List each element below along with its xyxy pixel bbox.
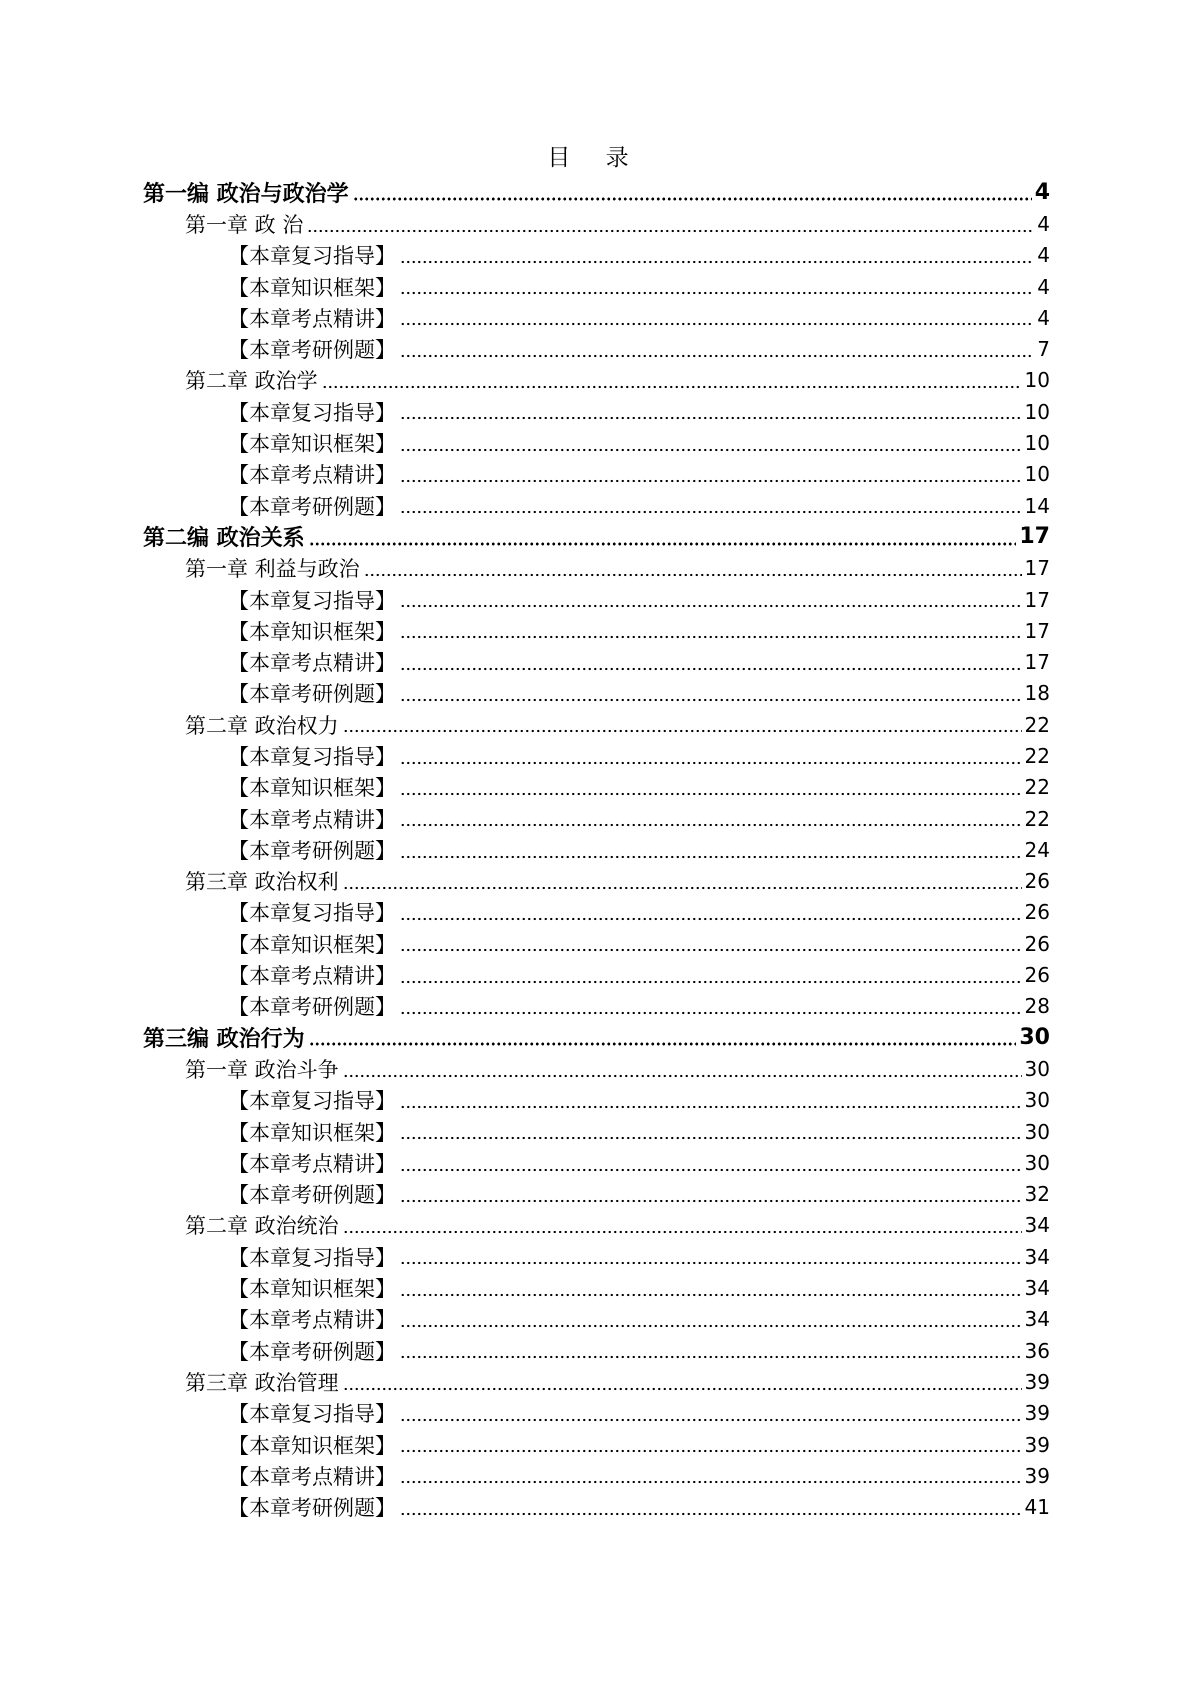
toc-entry-page-number: 26 xyxy=(1024,869,1050,894)
toc-entry-label: 【本章复习指导】 xyxy=(228,901,396,926)
toc-entry-label: 【本章考研例题】 xyxy=(228,682,396,707)
toc-entry-chapter[interactable] xyxy=(0,1366,1190,1397)
toc-entry-page-number: 4 xyxy=(1037,305,1050,330)
toc-entry-chapter[interactable] xyxy=(0,553,1190,584)
dot-leader xyxy=(307,223,1034,233)
toc-entry-label: 第二编 政治关系 xyxy=(143,526,305,552)
toc-entry-label: 【本章考研例题】 xyxy=(228,1496,396,1521)
dot-leader xyxy=(343,1068,1022,1078)
toc-entry-label: 第二章 政治权力 xyxy=(185,713,339,738)
toc-entry-section[interactable] xyxy=(0,584,1190,615)
toc-entry-label: 第二章 政治学 xyxy=(185,369,318,394)
toc-entry-page-number: 26 xyxy=(1024,963,1050,988)
dot-leader xyxy=(400,1443,1022,1453)
toc-entry-page-number: 36 xyxy=(1024,1338,1050,1363)
toc-entry-section[interactable] xyxy=(0,427,1190,458)
dot-leader xyxy=(400,410,1022,420)
dot-leader xyxy=(400,442,1022,452)
toc-entry-page-number: 34 xyxy=(1024,1276,1050,1301)
toc-entry-page-number: 7 xyxy=(1037,337,1050,362)
toc-entry-page-number: 32 xyxy=(1024,1182,1050,1207)
dot-leader xyxy=(322,379,1022,389)
toc-entry-page-number: 17 xyxy=(1019,524,1050,550)
dot-leader xyxy=(343,1381,1022,1391)
toc-entry-page-number: 10 xyxy=(1024,368,1050,393)
toc-entry-page-number: 10 xyxy=(1024,399,1050,424)
toc-title: 目 录 xyxy=(547,145,643,171)
toc-entry-label: 【本章考点精讲】 xyxy=(228,1464,396,1489)
toc-entry-section[interactable] xyxy=(0,646,1190,677)
toc-entry-section[interactable] xyxy=(0,1429,1190,1460)
dot-leader xyxy=(400,1349,1022,1359)
toc-entry-page-number: 39 xyxy=(1024,1401,1050,1426)
dot-leader xyxy=(400,661,1022,671)
dot-leader xyxy=(400,316,1034,326)
toc-entry-page-number: 30 xyxy=(1024,1150,1050,1175)
toc-entry-label: 【本章知识框架】 xyxy=(228,432,396,457)
toc-entry-section[interactable] xyxy=(0,928,1190,959)
toc-entry-label: 【本章知识框架】 xyxy=(228,1120,396,1145)
toc-entry-page-number: 30 xyxy=(1024,1056,1050,1081)
dot-leader xyxy=(400,1318,1022,1328)
toc-entry-page-number: 30 xyxy=(1024,1119,1050,1144)
toc-entry-section[interactable] xyxy=(0,1304,1190,1335)
dot-leader xyxy=(400,692,1022,702)
toc-entry-label: 第三章 政治权利 xyxy=(185,870,339,895)
toc-entry-page-number: 10 xyxy=(1024,431,1050,456)
toc-entry-label: 第一章 政 治 xyxy=(185,212,304,237)
toc-entry-label: 【本章知识框架】 xyxy=(228,932,396,957)
toc-entry-page-number: 18 xyxy=(1024,681,1050,706)
toc-entry-section[interactable] xyxy=(0,897,1190,928)
dot-leader xyxy=(343,880,1022,890)
toc-entry-section[interactable] xyxy=(0,834,1190,865)
toc-entry-section[interactable] xyxy=(0,1460,1190,1491)
toc-entry-page-number: 39 xyxy=(1024,1369,1050,1394)
toc-entry-label: 【本章考点精讲】 xyxy=(228,964,396,989)
dot-leader xyxy=(353,191,1032,201)
toc-entry-section[interactable] xyxy=(0,240,1190,271)
dot-leader xyxy=(343,1224,1022,1234)
dot-leader xyxy=(400,1474,1022,1484)
dot-leader xyxy=(343,723,1022,733)
dot-leader xyxy=(400,1287,1022,1297)
dot-leader xyxy=(400,817,1022,827)
toc-entry-page-number: 4 xyxy=(1037,211,1050,236)
toc-entry-section[interactable] xyxy=(0,271,1190,302)
toc-entry-page-number: 41 xyxy=(1024,1495,1050,1520)
toc-entry-page-number: 26 xyxy=(1024,931,1050,956)
toc-entry-page-number: 28 xyxy=(1024,994,1050,1019)
toc-entry-section[interactable] xyxy=(0,1335,1190,1366)
toc-entry-label: 第二章 政治统治 xyxy=(185,1214,339,1239)
toc-entry-section[interactable] xyxy=(0,1491,1190,1522)
toc-entry-section[interactable] xyxy=(0,615,1190,646)
toc-entry-label: 【本章复习指导】 xyxy=(228,400,396,425)
dot-leader xyxy=(400,974,1022,984)
dot-leader xyxy=(400,254,1034,264)
toc-entry-label: 【本章考研例题】 xyxy=(228,494,396,519)
toc-entry-section[interactable] xyxy=(0,1398,1190,1429)
toc-entry-page-number: 24 xyxy=(1024,837,1050,862)
toc-entry-section[interactable] xyxy=(0,490,1190,521)
toc-entry-page-number: 17 xyxy=(1024,650,1050,675)
toc-entry-page-number: 34 xyxy=(1024,1244,1050,1269)
toc-entry-label: 第一编 政治与政治学 xyxy=(143,182,349,208)
toc-entry-section[interactable] xyxy=(0,333,1190,364)
toc-entry-label: 【本章知识框架】 xyxy=(228,1433,396,1458)
toc-entry-label: 【本章考点精讲】 xyxy=(228,463,396,488)
dot-leader xyxy=(400,285,1034,295)
toc-entry-chapter[interactable] xyxy=(0,1210,1190,1241)
toc-entry-section[interactable] xyxy=(0,1272,1190,1303)
toc-entry-page-number: 22 xyxy=(1024,712,1050,737)
toc-entry-page-number: 22 xyxy=(1024,743,1050,768)
toc-entry-chapter[interactable] xyxy=(0,365,1190,396)
toc-entry-label: 【本章知识框架】 xyxy=(228,275,396,300)
toc-entry-page-number: 26 xyxy=(1024,900,1050,925)
toc-entry-section[interactable] xyxy=(0,740,1190,771)
toc-entry-section[interactable] xyxy=(0,991,1190,1022)
toc-entry-page-number: 22 xyxy=(1024,775,1050,800)
toc-entry-page-number: 17 xyxy=(1024,587,1050,612)
toc-entry-label: 【本章考点精讲】 xyxy=(228,1308,396,1333)
dot-leader xyxy=(400,1099,1022,1109)
toc-entry-section[interactable] xyxy=(0,459,1190,490)
toc-entry-label: 【本章复习指导】 xyxy=(228,1402,396,1427)
toc-entry-label: 【本章知识框架】 xyxy=(228,1277,396,1302)
toc-entry-label: 【本章复习指导】 xyxy=(228,1089,396,1114)
dot-leader xyxy=(400,1162,1022,1172)
dot-leader xyxy=(400,1130,1022,1140)
dot-leader xyxy=(400,1005,1022,1015)
dot-leader xyxy=(400,1255,1022,1265)
toc-entry-section[interactable] xyxy=(0,1147,1190,1178)
toc-entry-label: 【本章考点精讲】 xyxy=(228,306,396,331)
toc-entry-page-number: 30 xyxy=(1019,1025,1050,1051)
toc-entry-page-number: 17 xyxy=(1024,556,1050,581)
toc-entry-page-number: 14 xyxy=(1024,493,1050,518)
toc-entry-label: 【本章考点精讲】 xyxy=(228,807,396,832)
toc-entry-page-number: 39 xyxy=(1024,1432,1050,1457)
toc-entry-section[interactable] xyxy=(0,1241,1190,1272)
dot-leader xyxy=(400,942,1022,952)
toc-entry-section[interactable] xyxy=(0,772,1190,803)
toc-entry-page-number: 10 xyxy=(1024,462,1050,487)
toc-entry-page-number: 30 xyxy=(1024,1088,1050,1113)
toc-entry-section[interactable] xyxy=(0,1116,1190,1147)
toc-entry-label: 【本章复习指导】 xyxy=(228,588,396,613)
toc-entry-section[interactable] xyxy=(0,678,1190,709)
dot-leader xyxy=(400,786,1022,796)
toc-entry-part[interactable] xyxy=(0,1022,1190,1053)
dot-leader xyxy=(309,1036,1017,1046)
toc-entry-page-number: 39 xyxy=(1024,1463,1050,1488)
toc-entry-label: 【本章知识框架】 xyxy=(228,619,396,644)
dot-leader xyxy=(309,536,1017,546)
dot-leader xyxy=(400,348,1034,358)
dot-leader xyxy=(364,567,1022,577)
toc-entry-page-number: 4 xyxy=(1037,243,1050,268)
toc-entry-section[interactable] xyxy=(0,803,1190,834)
dot-leader xyxy=(400,755,1022,765)
toc-entry-chapter[interactable] xyxy=(0,866,1190,897)
toc-entry-chapter[interactable] xyxy=(0,1053,1190,1084)
toc-entry-page-number: 22 xyxy=(1024,806,1050,831)
toc-entry-label: 第一章 利益与政治 xyxy=(185,557,360,582)
dot-leader xyxy=(400,911,1022,921)
toc-entry-label: 【本章考研例题】 xyxy=(228,995,396,1020)
toc-entry-label: 【本章考研例题】 xyxy=(228,1339,396,1364)
toc-entry-label: 【本章复习指导】 xyxy=(228,744,396,769)
toc-entry-label: 【本章知识框架】 xyxy=(228,776,396,801)
toc-entry-label: 【本章考研例题】 xyxy=(228,838,396,863)
toc-entry-label: 第一章 政治斗争 xyxy=(185,1057,339,1082)
toc-entry-section[interactable] xyxy=(0,959,1190,990)
dot-leader xyxy=(400,1412,1022,1422)
toc-entry-page-number: 4 xyxy=(1034,180,1050,206)
toc-entry-label: 【本章考研例题】 xyxy=(228,338,396,363)
dot-leader xyxy=(400,1193,1022,1203)
dot-leader xyxy=(400,849,1022,859)
toc-entry-page-number: 34 xyxy=(1024,1307,1050,1332)
table-of-contents xyxy=(0,177,1190,1523)
toc-entry-label: 第三章 政治管理 xyxy=(185,1370,339,1395)
toc-entry-label: 【本章复习指导】 xyxy=(228,244,396,269)
toc-entry-section[interactable] xyxy=(0,302,1190,333)
toc-entry-page-number: 4 xyxy=(1037,274,1050,299)
dot-leader xyxy=(400,1506,1022,1516)
toc-entry-section[interactable] xyxy=(0,396,1190,427)
toc-entry-page-number: 34 xyxy=(1024,1213,1050,1238)
toc-entry-section[interactable] xyxy=(0,1085,1190,1116)
toc-entry-chapter[interactable] xyxy=(0,208,1190,239)
toc-entry-part[interactable] xyxy=(0,521,1190,552)
toc-entry-part[interactable] xyxy=(0,177,1190,208)
toc-entry-label: 第三编 政治行为 xyxy=(143,1027,305,1053)
dot-leader xyxy=(400,598,1022,608)
dot-leader xyxy=(400,504,1022,514)
toc-entry-label: 【本章考研例题】 xyxy=(228,1183,396,1208)
toc-entry-section[interactable] xyxy=(0,1179,1190,1210)
dot-leader xyxy=(400,629,1022,639)
toc-entry-label: 【本章考点精讲】 xyxy=(228,1151,396,1176)
toc-entry-page-number: 17 xyxy=(1024,618,1050,643)
dot-leader xyxy=(400,473,1022,483)
toc-entry-label: 【本章考点精讲】 xyxy=(228,651,396,676)
toc-entry-chapter[interactable] xyxy=(0,709,1190,740)
toc-entry-label: 【本章复习指导】 xyxy=(228,1245,396,1270)
